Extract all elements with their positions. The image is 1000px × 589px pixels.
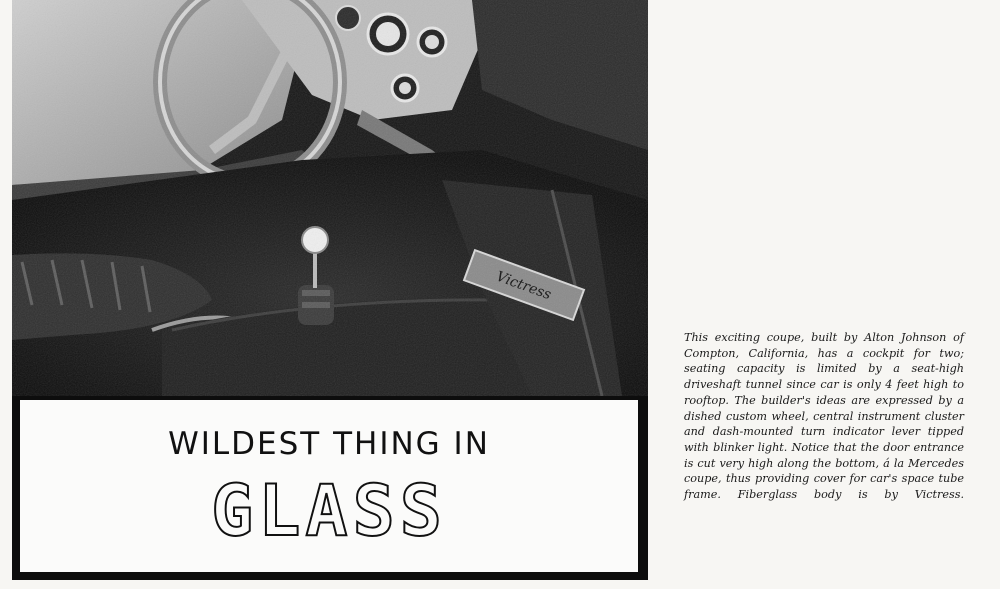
cockpit-photo [12, 0, 648, 396]
headline-panel [20, 400, 638, 572]
headline-outline-word: GLASS [211, 470, 447, 552]
headline-box [12, 396, 648, 580]
headline-title: WILDEST THING IN [168, 426, 490, 462]
caption-text: This exciting coupe, built by Alton Johnson of Compton, California, has a cockpit for two; seating capacity is limited by a seat-high driveshaft tunnel since car is only 4 feet high to rooftop. The builder's ideas are expressed by a dished custom wheel, central instrument cluster and dash-mounted turn indicator lever tipped with blinker light. Notice that the door entrance is cut very high along the bottom, á la Mercedes coupe, thus providing cover for car's space tube frame. Fiberglass body is by Victress. [684, 331, 964, 502]
photo-caption [684, 330, 964, 503]
